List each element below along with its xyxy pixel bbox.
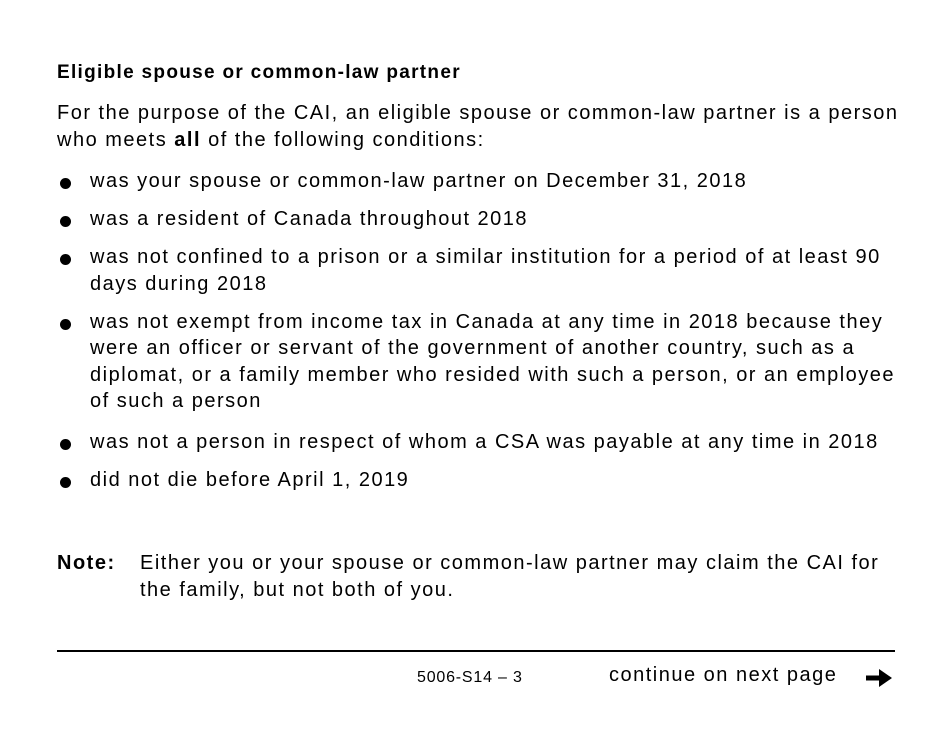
condition-text: was your spouse or common-law partner on December 31, 2018: [90, 170, 748, 192]
note-block: [57, 550, 902, 603]
arrow-right-icon: [864, 666, 894, 690]
condition-text: was not confined to a prison or a similar institution for a period of at least 90 days during 2018: [90, 246, 881, 295]
bullet-icon: [60, 477, 71, 488]
condition-item: [57, 309, 907, 415]
section-heading: Eligible spouse or common-law partner: [57, 62, 461, 83]
condition-text: was not a person in respect of whom a CSA was payable at any time in 2018: [90, 430, 879, 453]
condition-text: was a resident of Canada throughout 2018: [90, 208, 529, 230]
conditions-list: [57, 168, 907, 505]
bullet-icon: [60, 178, 71, 189]
condition-item: [57, 206, 907, 233]
continue-label: continue on next page: [609, 664, 838, 686]
intro-paragraph: [57, 100, 902, 153]
condition-item: [57, 429, 907, 456]
form-page-number: 5006-S14 – 3: [417, 669, 523, 686]
intro-text-start: For the purpose of the CAI, an eligible spouse or common-law partner is a person who meets: [57, 102, 899, 151]
condition-item: [57, 168, 907, 195]
condition-text: did not die before April 1, 2019: [90, 468, 410, 491]
bullet-icon: [60, 439, 71, 450]
condition-item: [57, 467, 907, 494]
condition-text: was not exempt from income tax in Canada at any time in 2018 because they were an officer or servant of the government of another country, such as a diplomat, or a family member who resided with such a person, or an employee of such a person: [90, 310, 896, 412]
note-text: Either you or your spouse or common-law partner may claim the CAI for the family, but not both of you.: [140, 552, 880, 601]
bullet-icon: [60, 319, 71, 330]
intro-text-end: of the following conditions:: [201, 128, 485, 151]
bullet-icon: [60, 254, 71, 265]
note-label: Note:: [57, 552, 116, 574]
bullet-icon: [60, 216, 71, 227]
intro-emphasis: all: [174, 128, 202, 151]
condition-item: [57, 244, 907, 297]
footer-divider: [57, 650, 895, 652]
